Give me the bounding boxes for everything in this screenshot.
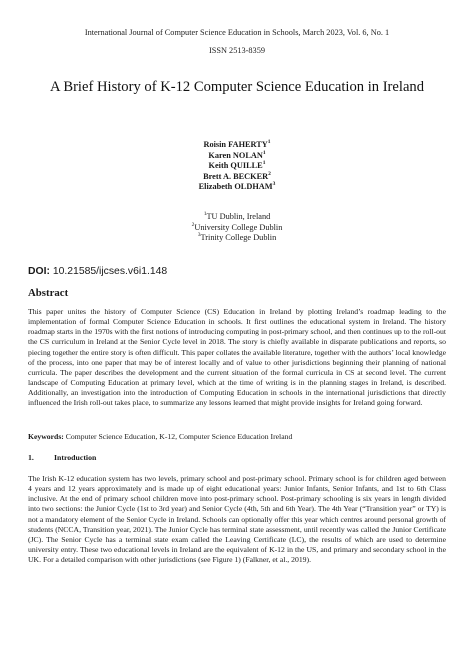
doi-line <box>28 266 167 278</box>
section-heading-introduction <box>28 453 96 463</box>
abstract-heading: Abstract <box>28 287 69 299</box>
keywords-label: Keywords: <box>28 432 64 441</box>
author-list <box>0 140 474 193</box>
affiliation: $^2$University College Dublin <box>191 221 283 232</box>
keywords-text: Computer Science Education, K-12, Computer Science Education Ireland <box>65 432 293 441</box>
journal-header: International Journal of Computer Science Education in Schools, March 2023, Vol. 6, No. 1 <box>84 28 390 37</box>
abstract-text: This paper unites the history of Computer Science (CS) Education in Ireland by plotting Ireland’s roadmap leading to the implementation of formal Computer Science Education in schools. It first outlines the educational system in Ireland. The history roadmap starts in the 1970s with the first notions of introducing computing in post-primary school, and then continues up to the roll-out the CS curriculum in Ireland at the Senior Cycle level in 2018. The story is chiefly available in disparate publications and reports, so piecing together the entire story is often difficult. This paper collates the available literature, together with the authors’ local knowledge of the process, into one paper that may be of interest locally and of value to other jurisdictions beginning their planning of national curricula. The paper describes the development and the current situation of the formal curricula in CS at second level. The current landscape of Computing Education at primary level, which at the time of writing is in the planning stages in Ireland, is described. Additionally, an investigation into the introduction of Computing Education in schools in the international jurisdictions that directly influenced the Irish roll-out takes place, to summarize any lessons learned that might provide insights for Ireland going forward. <box>28 307 446 408</box>
author: Elizabeth OLDHAM$^3$ <box>198 181 276 192</box>
affiliation: $^1$TU Dublin, Ireland <box>203 211 271 221</box>
issn-line: ISSN 2513-8359 <box>208 46 265 55</box>
author: Brett A. BECKER$^2$ <box>203 171 271 181</box>
introduction-text: The Irish K-12 education system has two levels, primary school and post-primary school. Primary school is for children aged between 4 years and 12 years approximately and is made up of eight educational years: Junior Infants, Senior Infants, and 1st to 6th Class inclusive. At the end of primary school children move into post-primary school. Post-primary schooling is six years in length divided into two sections: the Junior Cycle (1st to 3rd year) and Senior Cycle (4th, 5th and 6th Year). The 4th Year (“Transition year” or TY) is not a mandatory element of the Senior Cycle in Ireland. Schools can optionally offer this year which centres around personal growth of students (NCCA, Transition year, 2021). The Junior Cycle has terminal state assessment, until recently was called the Junior Certificate (JC). The Senior Cycle has a terminal state exam called the Leaving Certificate (LC), the results of which are used to determine university entry. These two educational levels in Ireland are the equivalent of K-12 in the US, and primary and secondary school in the UK. For a detailed comparison with other jurisdictions (see Figure 1) (Falkner, et al., 2019). <box>28 474 446 565</box>
affiliation: $^3$Trinity College Dublin <box>197 232 277 243</box>
author: Roisin FAHERTY$^1$ <box>203 139 271 149</box>
keywords-line <box>28 432 446 442</box>
author: Keith QUILLE$^1$ <box>208 160 266 171</box>
doi-link[interactable]: 10.21585/ijcses.v6i1.148 <box>52 266 168 277</box>
doi-label: DOI: <box>28 266 50 277</box>
paper-title: A Brief History of K-12 Computer Science Education in Ireland <box>49 79 425 95</box>
section-title: Introduction <box>54 453 97 462</box>
affiliation-list <box>0 212 474 244</box>
section-number: 1. <box>28 453 34 462</box>
author: Karen NOLAN$^1$ <box>208 149 266 160</box>
